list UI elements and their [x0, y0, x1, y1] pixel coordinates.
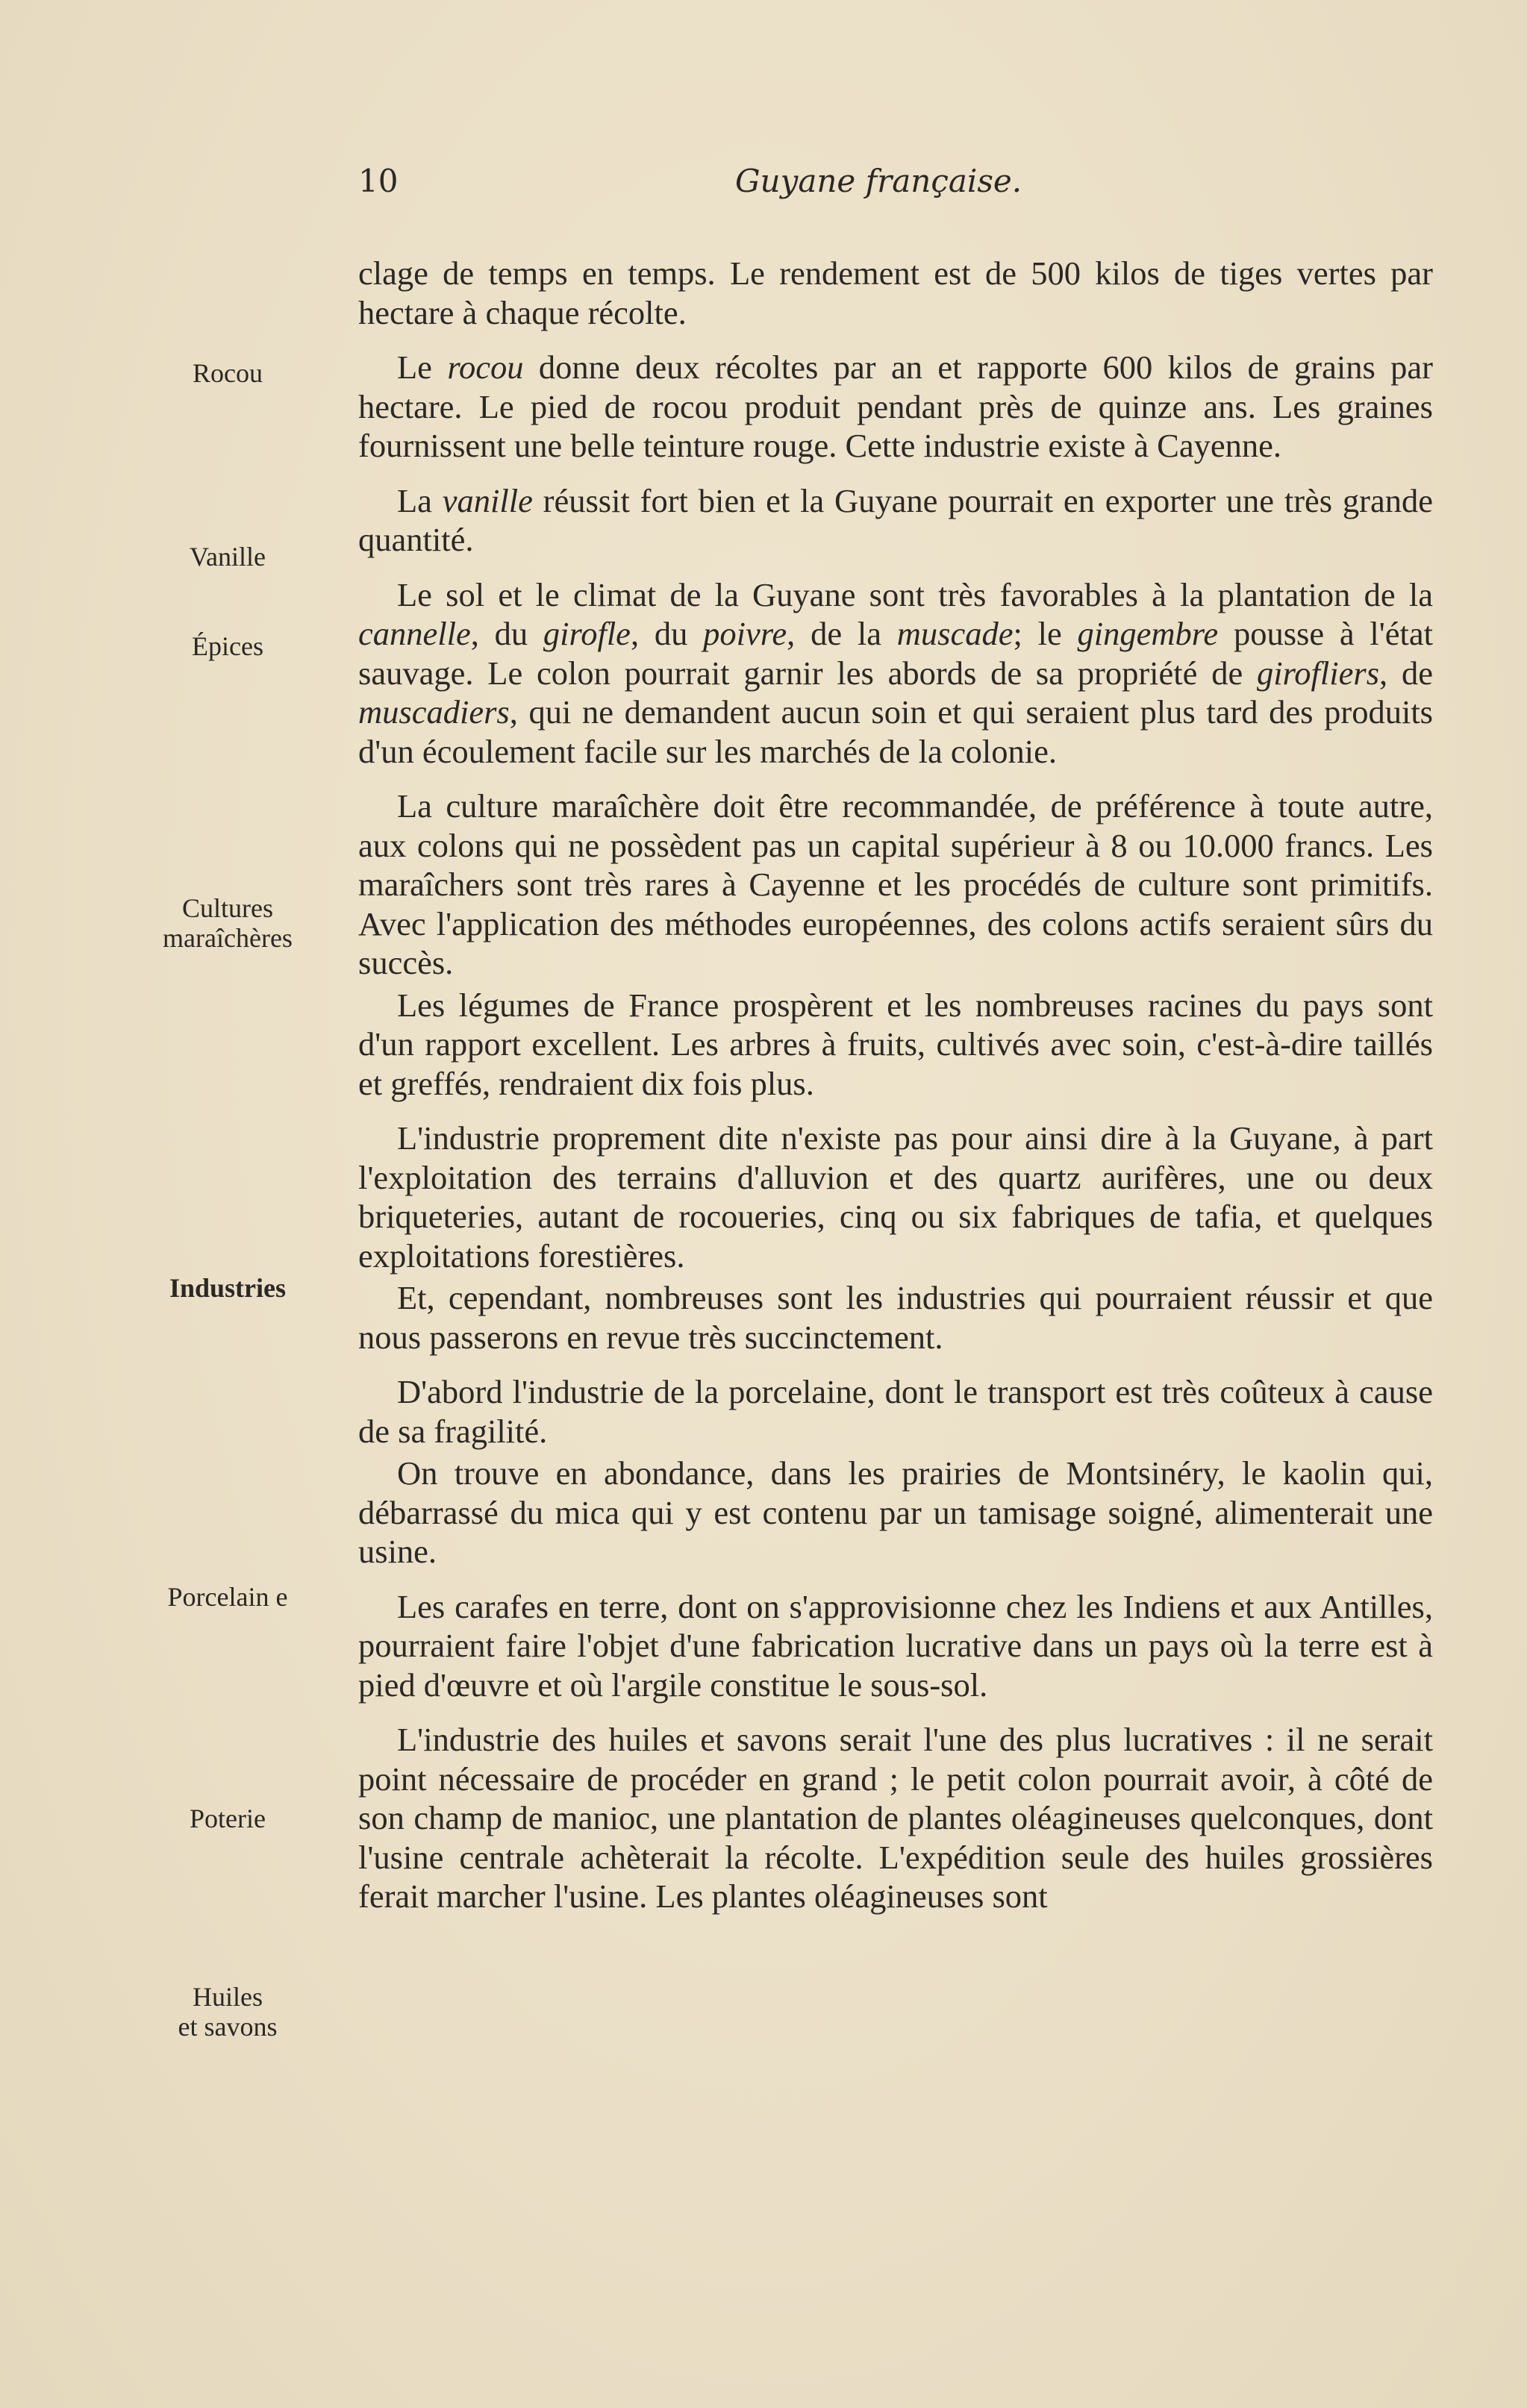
paragraph-rocou: Le rocou donne deux récoltes par an et rapporte 600 kilos de grains par hectare. Le pied de rocou produit pendant près de quinze ans. Les graines fournissent une belle teinture rouge. Cette industrie existe à Cayenne. — [358, 348, 1433, 464]
margin-note-vanille: Vanille — [190, 542, 266, 572]
paragraph-porcelaine: D'abord l'industrie de la porcelaine, dont le transport est très coûteux à cause de sa fragilité. — [358, 1373, 1433, 1450]
page-number: 10 — [358, 163, 399, 199]
paragraph-vanille: La vanille réussit fort bien et la Guyane pourrait en exporter une très grande quantité. — [358, 481, 1433, 558]
paragraph-legumes: Les légumes de France prospèrent et les nombreuses racines du pays sont d'un rapport excellent. Les arbres à fruits, cultivés avec soin, c'est-à-dire taillés et greffés, rendraient dix fois plus. — [358, 986, 1433, 1102]
margin-note-rocou: Rocou — [193, 358, 263, 388]
margin-note-cultures-line2: maraîchères — [163, 923, 293, 953]
margin-note-porcelaine: Porcelain e — [167, 1582, 288, 1612]
paragraph-huiles: L'industrie des huiles et savons serait l'une des plus lucratives : il ne serait point nécessaire de procéder en grand ; le petit colon pourrait avoir, à côté de son champ de manioc, une plantation de plantes oléagineuses quelconques, dont l'usine centrale achèterait la récolte. L'expédition seule des huiles grossières ferait marcher l'usine. Les plantes oléagineuses sont — [358, 1721, 1433, 1915]
paragraph-industries-2: Et, cependant, nombreuses sont les industries qui pourraient réussir et que nous passerons en revue très succinctement. — [358, 1279, 1433, 1356]
margin-note-huiles-line2: et savons — [178, 2012, 278, 2042]
margin-note-huiles-line1: Huiles — [193, 1982, 263, 2012]
margin-note-huiles — [108, 1982, 347, 2042]
margin-note-cultures — [108, 893, 347, 953]
paragraph-continuation: clage de temps en temps. Le rendement est de 500 kilos de tiges vertes par hectare à chaque récolte. — [358, 254, 1433, 331]
margin-note-industries: Industries — [169, 1273, 287, 1303]
running-title: Guyane française. — [735, 163, 1022, 199]
paragraph-kaolin: On trouve en abondance, dans les prairies de Montsinéry, le kaolin qui, débarrassé du mica qui y est contenu par un tamisage soigné, alimenterait une usine. — [358, 1454, 1433, 1570]
paragraph-cultures: La culture maraîchère doit être recommandée, de préférence à toute autre, aux colons qui ne possèdent pas un capital supérieur à 8 ou 10.000 francs. Les maraîchers sont très rares à Cayenne et les procédés de culture sont primitifs. Avec l'application des méthodes européennes, des colons actifs seraient sûrs du succès. — [358, 787, 1433, 981]
paragraph-epices: Le sol et le climat de la Guyane sont très favorables à la plantation de la cannelle, du girofle, du poivre, de la muscade; le gingembre pousse à l'état sauvage. Le colon pourrait garnir les abords de sa propriété de girofliers, de muscadiers, qui ne demandent aucun soin et qui seraient plus tard des produits d'un écoulement facile sur les marchés de la colonie. — [358, 575, 1434, 770]
paragraph-industries: L'industrie proprement dite n'existe pas pour ainsi dire à la Guyane, à part l'exploitation des terrains d'alluvion et des quartz aurifères, une ou deux briqueteries, autant de rocoueries, cinq ou six fabriques de tafia, et quelques exploitations forestières. — [358, 1119, 1433, 1275]
margin-note-poterie: Poterie — [190, 1804, 266, 1833]
page-header — [358, 163, 1433, 207]
paragraph-poterie: Les carafes en terre, dont on s'approvisionne chez les Indiens et aux Antilles, pourraient faire l'objet d'une fabrication lucrative dans un pays où la terre est à pied d'œuvre et où l'argile constitue le sous-sol. — [358, 1587, 1433, 1704]
body-text — [358, 254, 1433, 1916]
margin-note-epices: Épices — [192, 631, 263, 661]
margin-note-cultures-line1: Cultures — [182, 893, 273, 923]
